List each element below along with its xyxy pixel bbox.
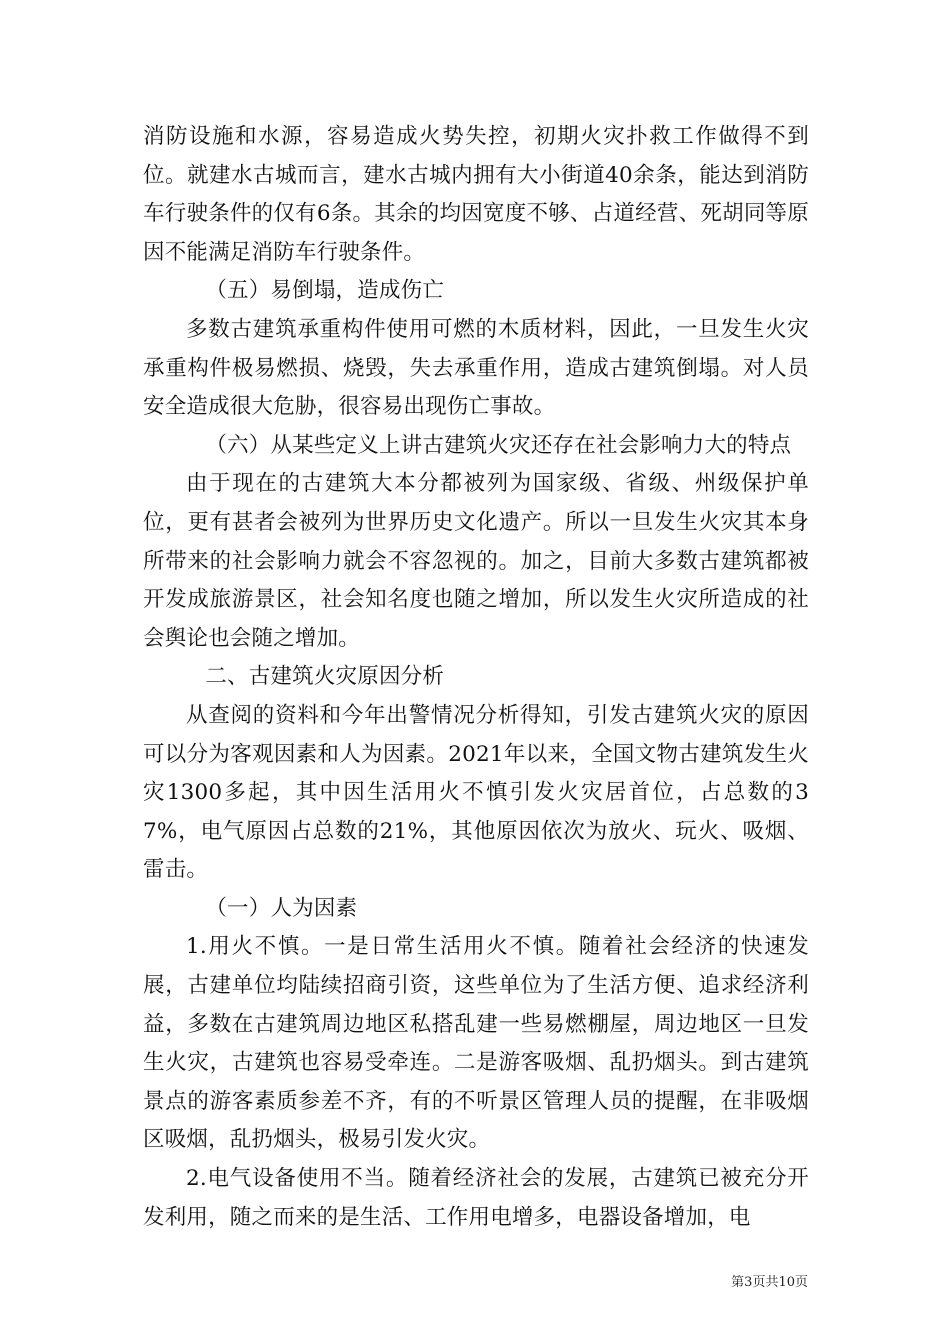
section-heading-cause-analysis: 二、古建筑火灾原因分析 (205, 664, 445, 690)
section-heading-social-impact: （六）从某些定义上讲古建筑火灾还存在社会影响力大的特点 (205, 432, 792, 458)
section-heading-collapse: （五）易倒塌，造成伤亡 (205, 278, 445, 304)
paragraph-collapse: 多数古建筑承重构件使用可燃的木质材料，因此，一旦发生火灾承重构件极易燃损、烧毁，失去承重作用，造成古建筑倒塌。对人员安全造成很大危胁，很容易出现伤亡事故。 (143, 316, 809, 420)
paragraph-electrical: 2.电气设备使用不当。随着经济社会的发展，古建筑已被充分开发利用，随之而来的是生活、工作用电增多，电器设备增加，电 (143, 1166, 809, 1230)
paragraph-fire-use: 1.用火不慎。一是日常生活用火不慎。随着社会经济的快速发展，古建单位均陆续招商引资，这些单位为了生活方便、追求经济利益，多数在古建筑周边地区私搭乱建一些易燃棚屋，周边地区一旦发生火灾，古建筑也容易受牵连。二是游客吸烟、乱扔烟头。到古建筑景点的游客素质参差不齐，有的不听景区管理人员的提醒，在非吸烟区吸烟，乱扔烟头，极易引发火灾。 (143, 934, 809, 1153)
paragraph-social-impact: 由于现在的古建筑大本分都被列为国家级、省级、州级保护单位，更有甚者会被列为世界历史文化遗产。所以一旦发生火灾其本身所带来的社会影响力就会不容忽视的。加之，目前大多数古建筑都被开发成旅游景区，社会知名度也随之增加，所以发生火灾所造成的社会舆论也会随之增加。 (143, 471, 809, 651)
section-heading-human-factors: （一）人为因素 (205, 895, 358, 921)
document-body (143, 118, 809, 1237)
paragraph-cause-analysis: 从查阅的资料和今年出警情况分析得知，引发古建筑火灾的原因可以分为客观因素和人为因素。2021年以来，全国文物古建筑发生火灾1300多起，其中因生活用火不慎引发火灾居首位，占总数的37%，电气原因占总数的21%，其他原因依次为放火、玩火、吸烟、雷击。 (143, 702, 809, 883)
page-number-footer: 第3页共10页 (731, 1275, 808, 1290)
paragraph-fire-access: 消防设施和水源，容易造成火势失控，初期火灾扑救工作做得不到位。就建水古城而言，建水古城内拥有大小街道40余条，能达到消防车行驶条件的仅有6条。其余的均因宽度不够、占道经营、死胡同等原因不能满足消防车行驶条件。 (143, 124, 809, 265)
